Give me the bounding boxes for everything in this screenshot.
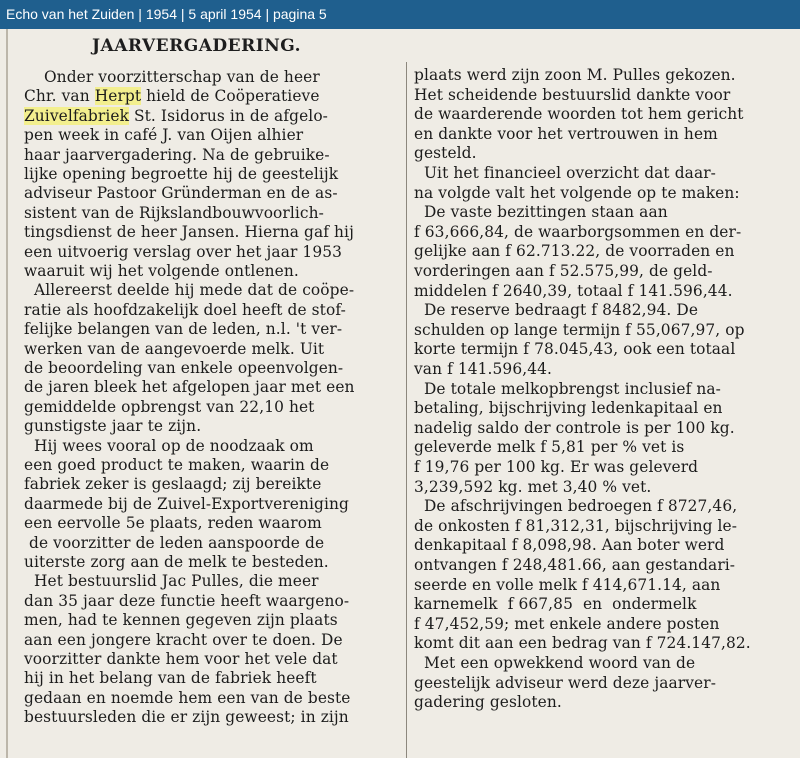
- column-divider: [406, 62, 407, 758]
- text-run: gemiddelde opbrengst van 22,10 het: [24, 397, 315, 416]
- left-column-line: [24, 320, 342, 338]
- left-column-line: [24, 592, 349, 610]
- left-column-line: [24, 495, 349, 513]
- text-run: adviseur Pastoor Gründerman en de as-: [24, 184, 338, 203]
- left-column-line: [24, 146, 330, 164]
- left-column-line: [24, 398, 314, 416]
- right-column-line: [414, 321, 745, 339]
- right-column-line: [414, 144, 477, 162]
- right-column-line: [414, 497, 737, 515]
- right-column-line: [414, 576, 720, 594]
- highlighted-term: Herpt: [94, 87, 142, 106]
- text-run: van f 141.596,44.: [414, 360, 552, 378]
- left-column-line: [24, 223, 354, 241]
- left-column-line: [24, 340, 324, 358]
- article-headline: JAARVERGADERING.: [92, 36, 302, 56]
- text-run: Het bestuurslid Jac Pulles, die meer: [24, 572, 319, 591]
- right-column-line: [414, 86, 730, 104]
- right-column-line: [414, 517, 737, 535]
- text-run: gelijke aan f 62.713.22, de voorraden en: [414, 242, 735, 261]
- left-column-line: [24, 107, 328, 125]
- right-column-line: [414, 634, 751, 652]
- text-run: Hij wees vooral op de noodzaak om: [24, 436, 314, 455]
- text-run: de jaren bleek het afgelopen jaar met een: [24, 378, 355, 397]
- left-column-line: [24, 243, 342, 261]
- left-column-line: [24, 669, 317, 687]
- text-run: haar jaarvergadering. Na de gebruike-: [24, 145, 330, 164]
- text-run: na volgde valt het volgende op te maken:: [414, 183, 740, 202]
- text-run: daarmede bij de Zuivel-Exportvereniging: [24, 494, 349, 513]
- text-run: denkapitaal f 8,098,98. Aan boter werd: [414, 536, 725, 555]
- text-run: f 47,452,59; met enkele andere posten: [414, 614, 720, 633]
- text-run: komt dit aan een bedrag van f 724.147,82.: [414, 634, 751, 653]
- left-column-line: [24, 281, 354, 299]
- text-run: f 19,76 per 100 kg. Er was geleverd: [414, 458, 699, 476]
- left-column-line: [24, 553, 329, 571]
- left-column-line: [24, 514, 322, 532]
- page-header-bar: [0, 0, 800, 29]
- text-run: gunstigste jaar te zijn.: [24, 417, 202, 436]
- text-run: uiterste zorg aan de melk te besteden.: [24, 553, 329, 571]
- text-run: Allereerst deelde hij mede dat de coöpe-: [24, 281, 355, 300]
- right-column-line: [414, 242, 735, 260]
- right-column-line: [414, 164, 716, 182]
- left-column-line: [24, 301, 346, 319]
- right-column-line: [414, 340, 735, 358]
- text-run: felijke belangen van de leden, n.l. 't ver-: [24, 320, 343, 339]
- right-column-line: [414, 615, 719, 633]
- left-column-line: [24, 456, 329, 474]
- right-column-line: [414, 654, 695, 672]
- right-column-line: [414, 125, 718, 143]
- right-column-line: [414, 223, 741, 241]
- text-run: Chr. van: [24, 87, 95, 106]
- right-column-line: [414, 282, 733, 300]
- text-run: werken van de aangevoerde melk. Uit: [24, 339, 325, 358]
- text-run: Met een opwekkend woord van de: [414, 654, 696, 672]
- left-column-line: [24, 534, 324, 552]
- text-run: de voorzitter de leden aanspoorde de: [24, 533, 325, 552]
- left-column-line: [24, 204, 324, 222]
- right-column-line: [414, 184, 740, 202]
- text-run: dan 35 jaar deze functie heeft waargeno-: [24, 591, 350, 610]
- text-run: St. Isidorus in de afgelo-: [129, 106, 328, 125]
- page-header-title: Echo van het Zuiden | 1954 | 5 april 1954 | pagina 5: [6, 6, 327, 22]
- text-run: fabriek zeker is geslaagd; zij bereikte: [24, 475, 322, 494]
- text-run: een goed product te maken, waarin de: [24, 456, 330, 474]
- text-run: een uitvoerig verslag over het jaar 1953: [24, 242, 342, 261]
- right-column-line: [414, 438, 684, 456]
- text-run: nadelig saldo der controle is per 100 kg.: [414, 418, 735, 437]
- right-column-line: [414, 595, 697, 613]
- text-run: gedaan en noemde hem een van de beste: [24, 688, 351, 707]
- left-column-line: [24, 126, 303, 144]
- text-run: gesteld.: [414, 144, 477, 163]
- text-run: bestuursleden die er zijn geweest; in zijn: [24, 708, 349, 727]
- text-run: middelen f 2640,39, totaal f 141.596,44.: [414, 281, 733, 300]
- right-column-line: [414, 399, 723, 417]
- right-column-line: [414, 478, 651, 496]
- right-column-line: [414, 66, 736, 84]
- left-column-line: [24, 262, 299, 280]
- text-run: lijke opening begroette hij de geestelijk: [24, 165, 339, 183]
- text-run: men, had te kennen gegeven zijn plaats: [24, 611, 338, 630]
- text-run: korte termijn f 78.045,43, ook een totaal: [414, 340, 736, 359]
- left-column-line: [24, 611, 338, 629]
- right-column-line: [414, 360, 552, 378]
- text-run: schulden op lange termijn f 55,067,97, op: [414, 320, 745, 339]
- text-run: en dankte voor het vertrouwen in hem: [414, 124, 718, 143]
- right-column-line: [414, 105, 744, 123]
- text-run: betaling, bijschrijving ledenkapitaal en: [414, 399, 723, 418]
- text-run: seerde en volle melk f 414,671.14, aan: [414, 575, 721, 594]
- right-column-line: [414, 674, 716, 692]
- left-column-line: [24, 68, 320, 86]
- left-column-line: [24, 689, 351, 707]
- text-run: hield de Coöperatieve: [141, 87, 320, 106]
- text-run: voorzitter dankte hem voor het vele dat: [24, 650, 338, 668]
- text-run: tingsdienst de heer Jansen. Hierna gaf hij: [24, 223, 354, 242]
- left-column-line: [24, 378, 355, 396]
- left-column-line: [24, 87, 320, 105]
- text-run: karnemelk f 667,85 en ondermelk: [414, 595, 697, 614]
- text-run: De reserve bedraagt f 8482,94. De: [414, 301, 699, 320]
- right-column-line: [414, 693, 562, 711]
- right-column-line: [414, 536, 724, 554]
- left-column-line: [24, 475, 321, 493]
- text-run: f 63,666,84, de waarborgsommen en der-: [414, 222, 742, 241]
- left-column-line: [24, 359, 343, 377]
- page-edge: [6, 29, 8, 758]
- right-column-line: [414, 380, 721, 398]
- right-column-line: [414, 419, 735, 437]
- text-run: hij in het belang van de fabriek heeft: [24, 669, 317, 688]
- left-column-line: [24, 650, 338, 668]
- left-column-line: [24, 184, 338, 202]
- text-run: Het scheidende bestuurslid dankte voor: [414, 85, 731, 104]
- text-run: waaruit wij het volgende ontlenen.: [24, 262, 299, 280]
- text-run: 3,239,592 kg. met 3,40 % vet.: [414, 477, 652, 496]
- text-run: sistent van de Rijkslandbouwvoorlich-: [24, 203, 324, 222]
- right-column-line: [414, 262, 713, 280]
- right-column-line: [414, 458, 698, 476]
- left-column-line: [24, 631, 343, 649]
- text-run: de beoordeling van enkele opeenvolgen-: [24, 359, 344, 377]
- text-run: aan een jongere kracht over te doen. De: [24, 630, 343, 649]
- text-run: gadering gesloten.: [414, 693, 562, 712]
- highlighted-term: Zuivelfabriek: [24, 106, 129, 125]
- text-run: Uit het financieel overzicht dat daar-: [414, 164, 716, 182]
- left-column-line: [24, 417, 201, 435]
- left-column-line: [24, 165, 338, 183]
- text-run: De afschrijvingen bedroegen f 8727,46,: [414, 497, 738, 516]
- text-run: plaats werd zijn zoon M. Pulles gekozen.: [414, 66, 736, 84]
- text-run: De totale melkopbrengst inclusief na-: [414, 379, 721, 398]
- text-run: een eervolle 5e plaats, reden waarom: [24, 514, 322, 533]
- right-column-line: [414, 203, 668, 221]
- text-run: ratie als hoofdzakelijk doel heeft de stof-: [24, 300, 346, 319]
- text-run: ontvangen f 248,481.66, aan gestandari-: [414, 556, 736, 574]
- right-column-line: [414, 556, 735, 574]
- right-column-line: [414, 301, 698, 319]
- text-run: de onkosten f 81,312,31, bijschrijving le-: [414, 516, 738, 535]
- text-run: pen week in café J. van Oijen alhier: [24, 126, 304, 145]
- left-column-line: [24, 708, 349, 726]
- text-run: vorderingen aan f 52.575,99, de geld-: [414, 262, 713, 280]
- text-run: de waarderende woorden tot hem gericht: [414, 105, 744, 124]
- left-column-line: [24, 437, 314, 455]
- text-run: geleverde melk f 5,81 per % vet is: [414, 438, 685, 457]
- text-run: geestelijk adviseur werd deze jaarver-: [414, 673, 717, 692]
- text-run: Onder voorzitterschap van de heer: [24, 68, 320, 86]
- left-column-line: [24, 572, 319, 590]
- text-run: De vaste bezittingen staan aan: [414, 203, 668, 222]
